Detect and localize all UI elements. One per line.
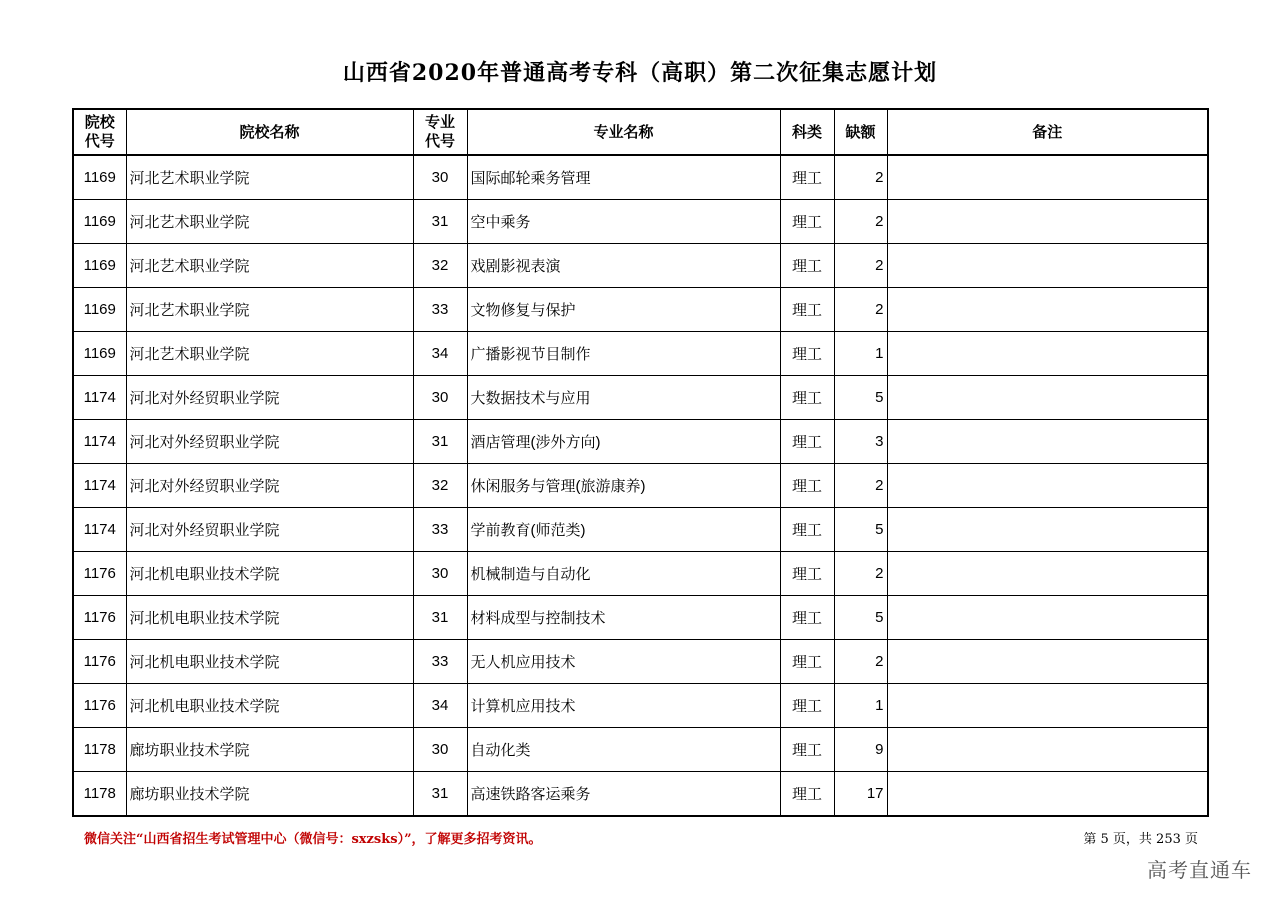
cell-note [887,772,1208,817]
cell-major-name: 文物修复与保护 [467,288,780,332]
cell-school-name: 河北对外经贸职业学院 [126,464,413,508]
header-major-code: 专业 代号 [413,109,467,155]
table-row [73,596,1208,640]
cell-school-code: 1176 [73,684,126,728]
cell-quota: 5 [834,596,887,640]
cell-major-name: 学前教育(师范类) [467,508,780,552]
table-row [73,244,1208,288]
cell-school-name: 河北艺术职业学院 [126,244,413,288]
cell-category: 理工 [780,508,834,552]
table-header-row [73,109,1208,155]
cell-school-name: 河北对外经贸职业学院 [126,376,413,420]
header-quota: 缺额 [834,109,887,155]
table-row [73,508,1208,552]
cell-note [887,376,1208,420]
cell-note [887,684,1208,728]
table-row [73,288,1208,332]
cell-category: 理工 [780,332,834,376]
cell-school-code: 1169 [73,288,126,332]
cell-category: 理工 [780,596,834,640]
cell-school-code: 1178 [73,772,126,817]
cell-major-code: 31 [413,420,467,464]
cell-category: 理工 [780,552,834,596]
cell-major-name: 休闲服务与管理(旅游康养) [467,464,780,508]
cell-school-name: 河北机电职业技术学院 [126,684,413,728]
cell-quota: 2 [834,552,887,596]
table-row [73,684,1208,728]
cell-school-code: 1169 [73,200,126,244]
cell-major-name: 高速铁路客运乘务 [467,772,780,817]
table-row [73,420,1208,464]
cell-school-name: 河北艺术职业学院 [126,155,413,200]
cell-school-name: 河北对外经贸职业学院 [126,508,413,552]
cell-school-name: 河北艺术职业学院 [126,332,413,376]
table-row [73,772,1208,817]
cell-category: 理工 [780,728,834,772]
cell-note [887,155,1208,200]
cell-major-name: 酒店管理(涉外方向) [467,420,780,464]
header-school-name: 院校名称 [126,109,413,155]
header-major-name: 专业名称 [467,109,780,155]
cell-major-name: 自动化类 [467,728,780,772]
cell-major-name: 无人机应用技术 [467,640,780,684]
cell-school-code: 1174 [73,464,126,508]
cell-quota: 2 [834,288,887,332]
cell-major-code: 31 [413,596,467,640]
cell-school-code: 1174 [73,376,126,420]
cell-school-name: 河北机电职业技术学院 [126,596,413,640]
header-note: 备注 [887,109,1208,155]
cell-note [887,596,1208,640]
cell-school-name: 廊坊职业技术学院 [126,728,413,772]
cell-category: 理工 [780,288,834,332]
cell-school-code: 1176 [73,640,126,684]
table-row [73,464,1208,508]
page-number: 第 5 页，共 253 页 [1083,832,1198,847]
table-row [73,728,1208,772]
cell-note [887,244,1208,288]
cell-school-name: 河北机电职业技术学院 [126,552,413,596]
cell-quota: 1 [834,332,887,376]
cell-major-name: 广播影视节目制作 [467,332,780,376]
cell-quota: 5 [834,376,887,420]
wechat-follow-note: 微信关注“山西省招生考试管理中心（微信号：sxzsks）”，了解更多招考资讯。 [84,832,542,847]
cell-major-code: 32 [413,464,467,508]
cell-note [887,552,1208,596]
cell-note [887,332,1208,376]
cell-quota: 2 [834,244,887,288]
cell-category: 理工 [780,420,834,464]
cell-school-name: 河北对外经贸职业学院 [126,420,413,464]
cell-major-name: 材料成型与控制技术 [467,596,780,640]
cell-category: 理工 [780,200,834,244]
cell-school-code: 1178 [73,728,126,772]
cell-school-name: 廊坊职业技术学院 [126,772,413,817]
cell-major-code: 33 [413,508,467,552]
cell-category: 理工 [780,640,834,684]
cell-quota: 1 [834,684,887,728]
cell-major-code: 30 [413,155,467,200]
cell-school-code: 1174 [73,508,126,552]
cell-major-name: 机械制造与自动化 [467,552,780,596]
header-school-code: 院校 代号 [73,109,126,155]
cell-category: 理工 [780,772,834,817]
cell-major-name: 戏剧影视表演 [467,244,780,288]
cell-major-name: 大数据技术与应用 [467,376,780,420]
cell-quota: 3 [834,420,887,464]
cell-quota: 2 [834,200,887,244]
cell-note [887,640,1208,684]
cell-school-code: 1169 [73,244,126,288]
table-row [73,155,1208,200]
table-row [73,200,1208,244]
admission-plan-table [72,108,1209,817]
page-title: 山西省2020年普通高考专科（高职）第二次征集志愿计划 [342,60,938,86]
cell-major-code: 30 [413,376,467,420]
cell-school-code: 1176 [73,552,126,596]
cell-category: 理工 [780,244,834,288]
cell-note [887,200,1208,244]
header-category: 科类 [780,109,834,155]
cell-school-name: 河北艺术职业学院 [126,200,413,244]
table-row [73,552,1208,596]
cell-major-name: 计算机应用技术 [467,684,780,728]
cell-quota: 2 [834,155,887,200]
cell-major-code: 34 [413,684,467,728]
cell-note [887,508,1208,552]
cell-major-code: 31 [413,772,467,817]
cell-category: 理工 [780,376,834,420]
cell-major-code: 30 [413,728,467,772]
watermark: 高考直通车 [1147,858,1252,882]
cell-quota: 2 [834,464,887,508]
cell-school-name: 河北艺术职业学院 [126,288,413,332]
cell-major-code: 33 [413,640,467,684]
cell-major-code: 32 [413,244,467,288]
cell-major-code: 31 [413,200,467,244]
cell-quota: 17 [834,772,887,817]
cell-note [887,420,1208,464]
cell-category: 理工 [780,155,834,200]
cell-school-code: 1169 [73,155,126,200]
table-row [73,640,1208,684]
table-row [73,376,1208,420]
cell-major-code: 30 [413,552,467,596]
cell-school-code: 1176 [73,596,126,640]
cell-major-code: 33 [413,288,467,332]
cell-note [887,464,1208,508]
cell-note [887,288,1208,332]
table-row [73,332,1208,376]
cell-category: 理工 [780,684,834,728]
cell-major-name: 空中乘务 [467,200,780,244]
cell-note [887,728,1208,772]
cell-school-code: 1169 [73,332,126,376]
cell-quota: 2 [834,640,887,684]
cell-major-code: 34 [413,332,467,376]
cell-category: 理工 [780,464,834,508]
cell-major-name: 国际邮轮乘务管理 [467,155,780,200]
cell-school-code: 1174 [73,420,126,464]
cell-quota: 5 [834,508,887,552]
cell-school-name: 河北机电职业技术学院 [126,640,413,684]
cell-quota: 9 [834,728,887,772]
